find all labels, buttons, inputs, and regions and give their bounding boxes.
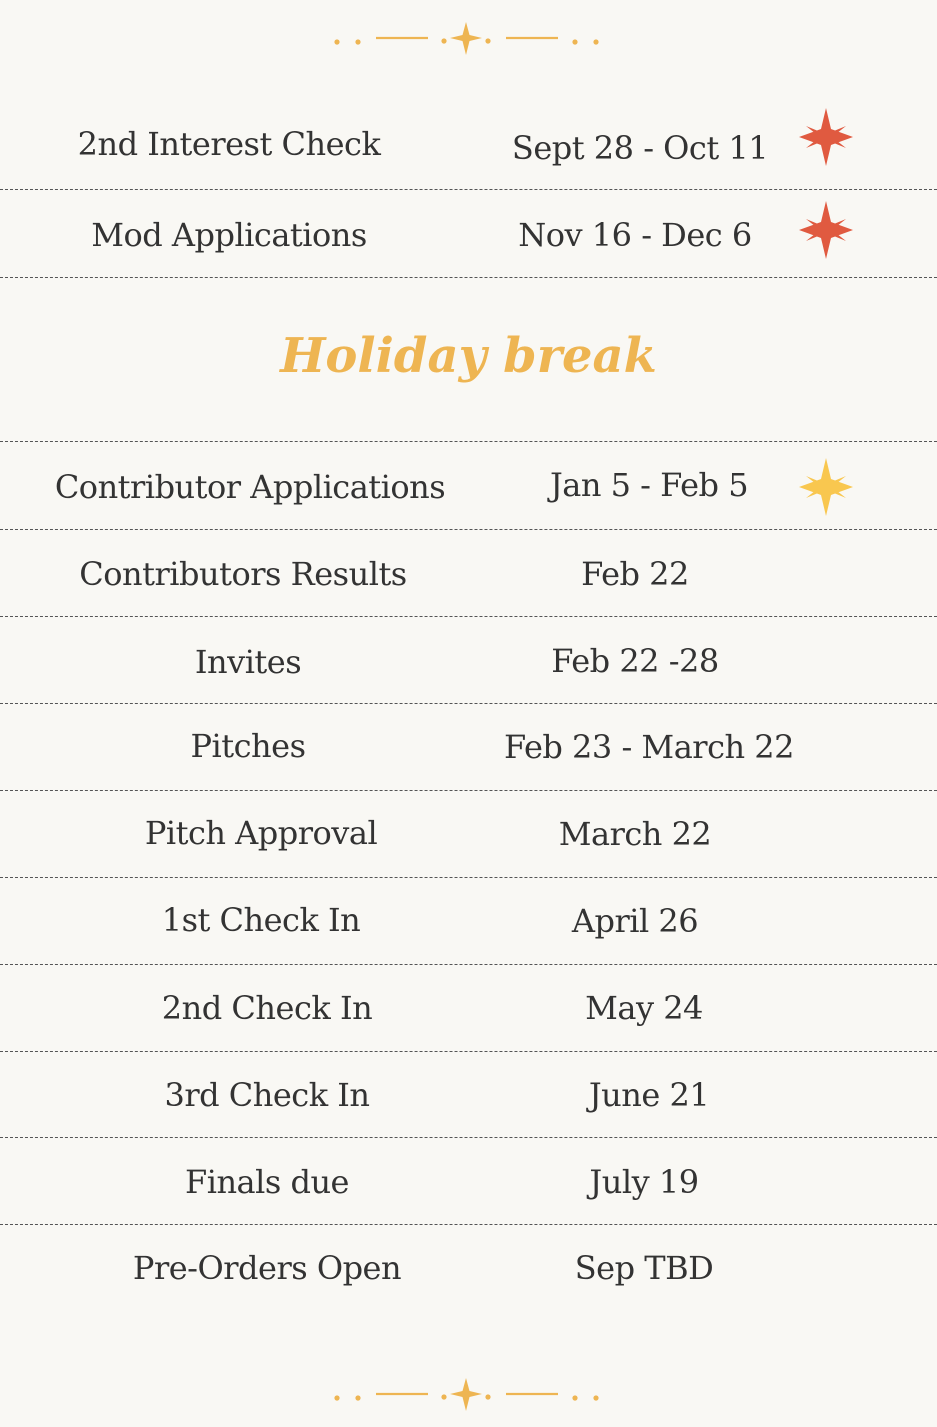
- row-label: Contributor Applications: [54, 468, 446, 506]
- row-label: 3rd Check In: [164, 1076, 370, 1114]
- row-label: Mod Applications: [91, 216, 367, 254]
- row-divider: [0, 790, 937, 791]
- row-label: Invites: [194, 643, 302, 681]
- row-date: Feb 23 - March 22: [504, 728, 794, 766]
- row-date: Sept 28 - Oct 11: [511, 129, 769, 167]
- sparkle-divider-icon: [0, 1376, 937, 1416]
- row-date: Nov 16 - Dec 6: [518, 216, 752, 254]
- row-label: Finals due: [185, 1163, 349, 1201]
- row-date: Feb 22: [581, 555, 689, 593]
- row-divider: [0, 877, 937, 878]
- row-date: Sep TBD: [574, 1249, 714, 1287]
- red-star-icon: [799, 201, 853, 259]
- row-divider: [0, 964, 937, 965]
- row-divider: [0, 703, 937, 704]
- row-divider: [0, 1224, 937, 1225]
- row-date: July 19: [589, 1163, 699, 1201]
- row-divider: [0, 616, 937, 617]
- row-date: June 21: [588, 1076, 710, 1114]
- yellow-star-icon: [799, 458, 853, 516]
- section-title: Holiday break: [280, 328, 657, 384]
- row-divider: [0, 1051, 937, 1052]
- row-date: Feb 22 -28: [551, 642, 719, 680]
- row-divider: [0, 529, 937, 530]
- row-date: April 26: [571, 902, 699, 940]
- row-label: 1st Check In: [161, 901, 361, 939]
- row-label: Pre-Orders Open: [132, 1249, 402, 1287]
- row-date: May 24: [585, 989, 703, 1027]
- row-label: 2nd Interest Check: [77, 125, 381, 163]
- row-divider: [0, 189, 937, 190]
- row-label: 2nd Check In: [161, 989, 373, 1027]
- row-label: Pitches: [190, 727, 306, 765]
- row-date: March 22: [558, 815, 712, 853]
- row-label: Contributors Results: [79, 555, 407, 593]
- red-star-icon: [799, 108, 853, 166]
- row-divider: [0, 277, 937, 278]
- row-label: Pitch Approval: [144, 814, 378, 852]
- row-divider: [0, 1137, 937, 1138]
- row-date: Jan 5 - Feb 5: [549, 466, 749, 504]
- row-divider: [0, 441, 937, 442]
- sparkle-divider-icon: [0, 20, 937, 60]
